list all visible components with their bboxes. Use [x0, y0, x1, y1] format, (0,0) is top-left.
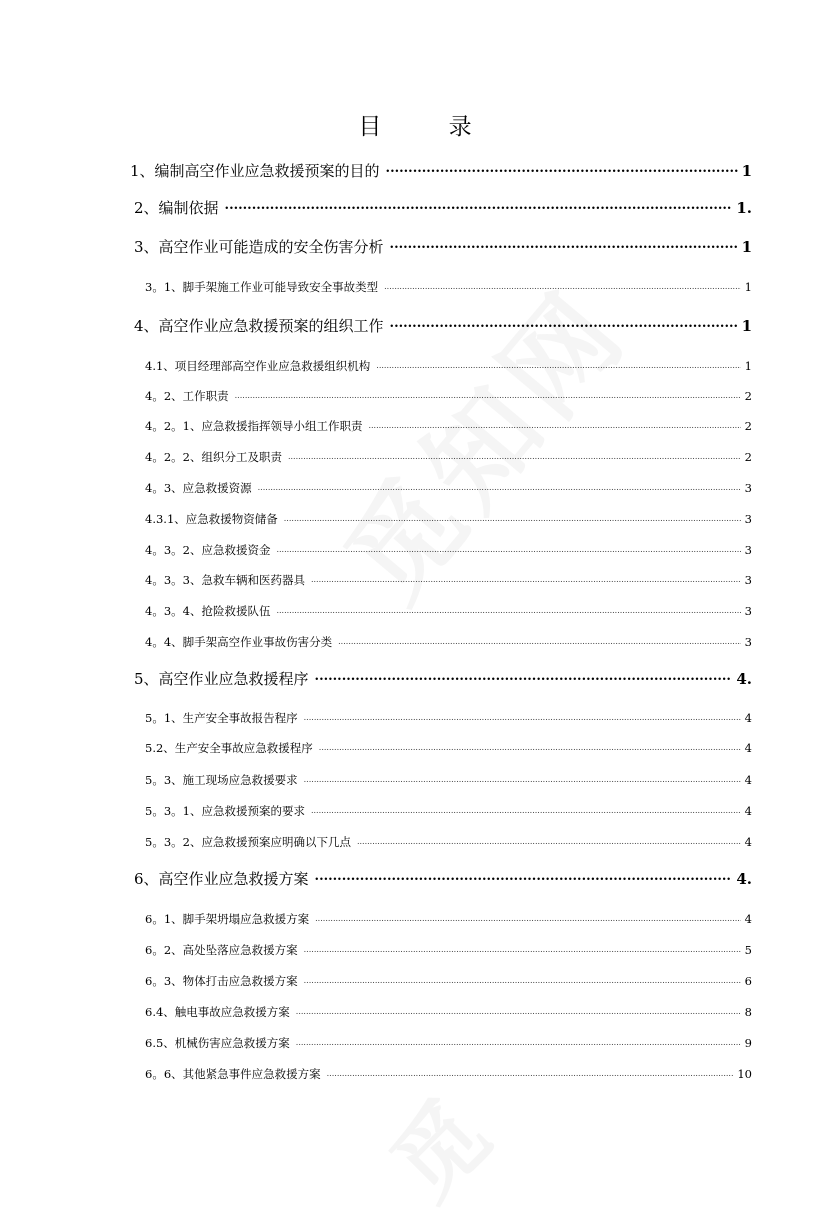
toc-page-number: 6: [744, 974, 752, 988]
toc-leader-dots: [304, 977, 741, 985]
toc-page-number: 1: [744, 280, 752, 294]
toc-entry-section[interactable]: [145, 542, 752, 558]
toc-entry-chapter[interactable]: [134, 197, 752, 217]
toc-page-number: 3: [744, 604, 752, 618]
toc-page-number: 2: [744, 419, 752, 433]
toc-page-number: 3: [744, 573, 752, 587]
watermark: 觅知网: [322, 265, 652, 624]
toc-entry-section[interactable]: [145, 834, 752, 850]
toc-entry-section[interactable]: [145, 1035, 752, 1051]
toc-entry-label: 5。3。2、应急救援预案应明确以下几点: [145, 835, 351, 849]
toc-page-number: 5: [744, 943, 752, 957]
toc-entry-label: 3、高空作业可能造成的安全伤害分析: [134, 238, 384, 256]
toc-entry-chapter[interactable]: [134, 668, 752, 688]
toc-page-number: 4: [744, 773, 752, 787]
toc-leader-dots: [284, 515, 741, 523]
toc-entry-section[interactable]: [145, 973, 752, 989]
toc-leader-dots: [296, 1008, 741, 1016]
toc-page-number: 8: [744, 1005, 752, 1019]
toc-entry-section[interactable]: [145, 1066, 752, 1082]
toc-entry-section[interactable]: [145, 942, 752, 958]
toc-page-number: 4: [744, 835, 752, 849]
toc-page-number: 4.: [736, 870, 752, 888]
toc-entry-chapter[interactable]: [134, 315, 752, 335]
toc-entry-section[interactable]: [145, 1004, 752, 1020]
toc-leader-dots: [276, 546, 740, 554]
toc-leader-dots: [311, 807, 741, 815]
toc-entry-section[interactable]: [145, 418, 752, 434]
toc-leader-dots: [235, 392, 741, 400]
toc-page-number: 2: [744, 450, 752, 464]
toc-page-number: 1: [741, 238, 752, 256]
toc-entry-section[interactable]: [145, 279, 752, 295]
toc-entry-chapter[interactable]: [130, 160, 752, 180]
toc-page-number: 3: [744, 635, 752, 649]
toc-page-number: 2: [744, 389, 752, 403]
toc-entry-label: 4。2。2、组织分工及职责: [145, 450, 282, 464]
toc-page-number: 1: [744, 359, 752, 373]
toc-entry-label: 6.5、机械伤害应急救援方案: [145, 1036, 290, 1050]
toc-entry-section[interactable]: [145, 388, 752, 404]
toc-leader-dots: [225, 200, 733, 213]
toc-page-number: 4: [744, 912, 752, 926]
toc-entry-section[interactable]: [145, 803, 752, 819]
toc-page-number: 4: [744, 711, 752, 725]
toc-entry-label: 6。6、其他紧急事件应急救援方案: [145, 1067, 321, 1081]
toc-entry-label: 2、编制依据: [134, 199, 219, 217]
watermark-bottom: 觅: [372, 1082, 510, 1220]
toc-entry-chapter[interactable]: [134, 236, 752, 256]
toc-leader-dots: [384, 283, 741, 291]
toc-entry-label: 4。3。3、急救车辆和医药器具: [145, 573, 305, 587]
toc-leader-dots: [338, 638, 741, 646]
toc-page-number: 9: [744, 1036, 752, 1050]
toc-leader-dots: [304, 714, 741, 722]
toc-entry-label: 6。2、高处坠落应急救援方案: [145, 943, 298, 957]
toc-entry-section[interactable]: [145, 358, 752, 374]
toc-entry-label: 5。1、生产安全事故报告程序: [145, 711, 298, 725]
toc-leader-dots: [390, 318, 738, 331]
toc-page-number: 3: [744, 512, 752, 526]
toc-entry-label: 6.4、触电事故应急救援方案: [145, 1005, 290, 1019]
toc-entry-label: 4.3.1、应急救援物资储备: [145, 512, 278, 526]
toc-entry-chapter[interactable]: [134, 868, 752, 888]
toc-entry-section[interactable]: [145, 710, 752, 726]
toc-leader-dots: [319, 744, 741, 752]
toc-entry-label: 6、高空作业应急救援方案: [134, 870, 309, 888]
toc-entry-section[interactable]: [145, 511, 752, 527]
toc-page-number: 1.: [736, 199, 752, 217]
toc-entry-label: 3。1、脚手架施工作业可能导致安全事故类型: [145, 280, 379, 294]
toc-page-number: 4.: [736, 670, 752, 688]
toc-entry-section[interactable]: [145, 911, 752, 927]
toc-entry-label: 6。1、脚手架坍塌应急救援方案: [145, 912, 310, 926]
toc-leader-dots: [296, 1039, 741, 1047]
toc-leader-dots: [386, 163, 738, 176]
toc-page-number: 10: [737, 1067, 752, 1081]
toc-entry-section[interactable]: [145, 449, 752, 465]
toc-entry-section[interactable]: [145, 572, 752, 588]
toc-entry-section[interactable]: [145, 740, 752, 756]
toc-entry-label: 4。4、脚手架高空作业事故伤害分类: [145, 635, 333, 649]
toc-page-number: 4: [744, 804, 752, 818]
toc-entry-section[interactable]: [145, 772, 752, 788]
toc-leader-dots: [376, 362, 740, 370]
toc-page-number: 1: [741, 317, 752, 335]
toc-entry-label: 4。3、应急救援资源: [145, 481, 252, 495]
toc-leader-dots: [315, 915, 741, 923]
toc-entry-section[interactable]: [145, 634, 752, 650]
toc-entry-label: 6。3、物体打击应急救援方案: [145, 974, 298, 988]
toc-leader-dots: [311, 576, 741, 584]
toc-entry-label: 4.1、项目经理部高空作业应急救援组织机构: [145, 359, 371, 373]
toc-leader-dots: [304, 946, 741, 954]
toc-entry-label: 1、编制高空作业应急救援预案的目的: [130, 162, 380, 180]
toc-entry-label: 5.2、生产安全事故应急救援程序: [145, 741, 313, 755]
toc-leader-dots: [390, 239, 738, 252]
toc-leader-dots: [276, 607, 740, 615]
toc-leader-dots: [288, 453, 741, 461]
toc-entry-label: 5、高空作业应急救援程序: [134, 670, 309, 688]
toc-entry-label: 4。3。2、应急救援资金: [145, 543, 271, 557]
toc-leader-dots: [327, 1070, 734, 1078]
toc-leader-dots: [368, 422, 740, 430]
toc-page-number: 3: [744, 543, 752, 557]
toc-entry-section[interactable]: [145, 480, 752, 496]
toc-page-number: 1: [741, 162, 752, 180]
toc-leader-dots: [357, 838, 741, 846]
toc-entry-label: 4、高空作业应急救援预案的组织工作: [134, 317, 384, 335]
toc-leader-dots: [304, 776, 741, 784]
toc-entry-label: 5。3。1、应急救援预案的要求: [145, 804, 305, 818]
toc-entry-label: 4。2、工作职责: [145, 389, 229, 403]
toc-leader-dots: [315, 671, 733, 684]
toc-entry-label: 4。3。4、抢险救援队伍: [145, 604, 271, 618]
toc-entry-section[interactable]: [145, 603, 752, 619]
toc-page-number: 3: [744, 481, 752, 495]
toc-leader-dots: [258, 484, 741, 492]
toc-page-number: 4: [744, 741, 752, 755]
toc-leader-dots: [315, 871, 733, 884]
toc-entry-label: 4。2。1、应急救援指挥领导小组工作职责: [145, 419, 363, 433]
toc-entry-label: 5。3、施工现场应急救援要求: [145, 773, 298, 787]
toc-title: 目 录: [358, 114, 502, 140]
